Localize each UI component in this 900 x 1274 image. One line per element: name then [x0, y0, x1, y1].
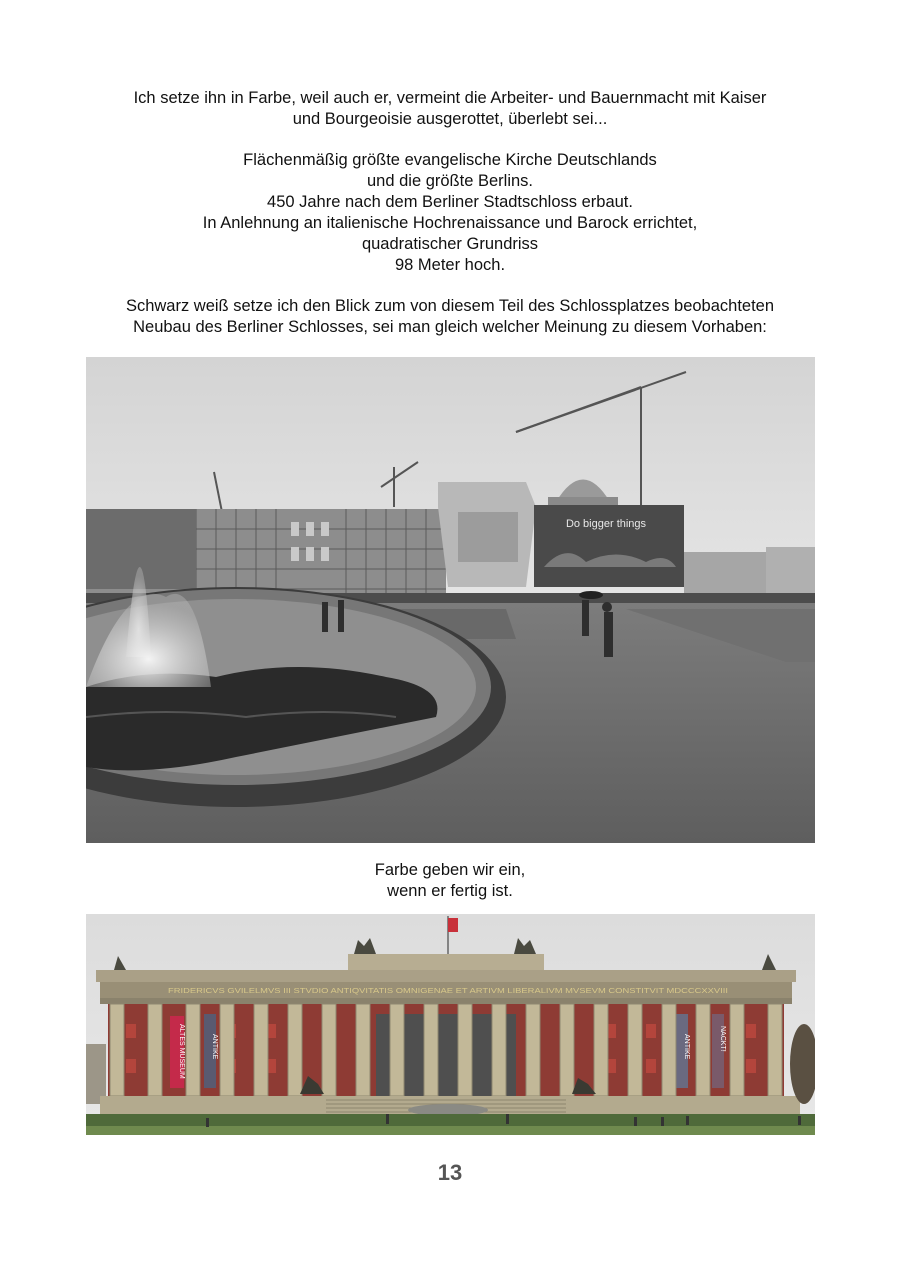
- facts-line-6: 98 Meter hoch.: [394, 256, 506, 274]
- intro-paragraph: [60, 88, 840, 130]
- intro-line-2: und Bourgeoisie ausgerottet, überlebt sei...: [292, 110, 608, 128]
- caption-paragraph: [60, 860, 840, 902]
- facts-line-5: quadratischer Grundriss: [361, 235, 539, 253]
- facts-line-1: Flächenmäßig größte evangelische Kirche Deutschlands: [243, 151, 657, 169]
- intro-line-1: Ich setze ihn in Farbe, weil auch er, vermeint die Arbeiter- und Bauernmacht mit Kaiser: [133, 89, 767, 107]
- banner-altes-museum-text: ALTES MUSEUM: [178, 1024, 185, 1079]
- view-line-1: Schwarz weiß setze ich den Blick zum von diesem Teil des Schlossplatzes beobachteten: [125, 297, 775, 315]
- view-paragraph: [60, 296, 840, 338]
- facts-line-2: und die größte Berlins.: [366, 172, 533, 190]
- view-line-2: Neubau des Berliner Schlosses, sei man gleich welcher Meinung zu diesem Vorhaben:: [133, 318, 767, 336]
- page-number: 13: [437, 1160, 463, 1185]
- facts-line-3: 450 Jahre nach dem Berliner Stadtschloss erbaut.: [267, 193, 633, 211]
- schlossplatz-photo: [86, 357, 815, 843]
- caption-line-2: wenn er fertig ist.: [387, 882, 513, 900]
- banner-text: Do bigger things: [565, 518, 647, 530]
- banner-antike-right-text: ANTIKE: [683, 1034, 690, 1060]
- facts-line-4: In Anlehnung an italienische Hochrenaissance und Barock errichtet,: [202, 214, 698, 232]
- facts-paragraph: [60, 150, 840, 276]
- flag: [448, 918, 458, 932]
- banner-nackt-text: NACKT!: [719, 1026, 726, 1052]
- caption-line-1: Farbe geben wir ein,: [374, 861, 526, 879]
- hedge: [86, 1114, 815, 1126]
- altes-museum-photo: [86, 914, 815, 1135]
- banner-antike-left-text: ANTIKE: [211, 1034, 218, 1060]
- frieze-inscription: FRIDERICVS GVILELMVS III STVDIO ANTIQVITATIS OMNIGENAE ET ARTIVM LIBERALIVM MVSEVM CONSTITVIT MDCCCXXVIII: [168, 988, 729, 995]
